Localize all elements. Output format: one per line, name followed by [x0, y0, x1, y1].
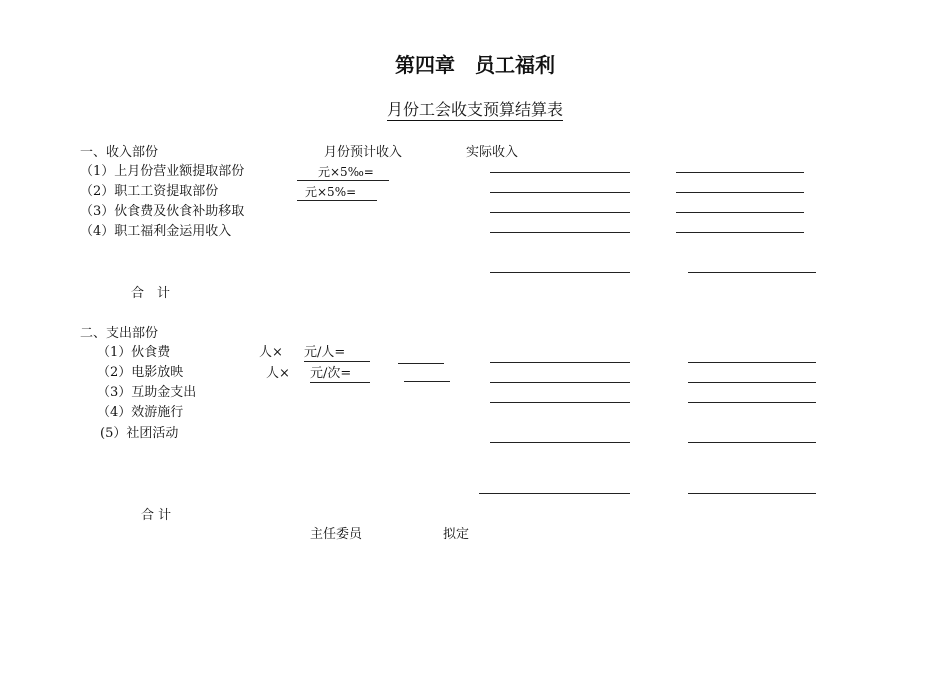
- expense-heading: 二、支出部份: [80, 326, 159, 341]
- income-extra-line-3: [676, 212, 804, 213]
- income-extra-line-1: [676, 172, 804, 173]
- meal-unit-text: 元/人=: [304, 345, 370, 362]
- expense-item-1: （1）伙食费: [97, 345, 171, 360]
- income-item-4: （4）职工福利金运用收入: [80, 224, 232, 239]
- movie-unit: [310, 366, 370, 383]
- income-actual-line-1: [490, 172, 630, 173]
- income-formula-2: [297, 184, 377, 201]
- meal-unit: [304, 345, 370, 362]
- director-label: 主任委员: [310, 527, 363, 542]
- chapter-title: 第四章 员工福利: [395, 53, 555, 77]
- drafted-label: 拟定: [443, 527, 470, 542]
- meal-result-line: [398, 363, 444, 364]
- expense-line-2a: [490, 382, 630, 383]
- movie-people-label: 人×: [266, 366, 290, 381]
- income-item-2: （2）职工工资提取部份: [80, 184, 219, 199]
- movie-unit-text: 元/次=: [310, 366, 370, 383]
- expense-total-line-1: [479, 493, 630, 494]
- movie-result-line: [404, 381, 450, 382]
- col-actual-header: 实际收入: [466, 145, 519, 160]
- expense-line-3b: [688, 402, 816, 403]
- table-title: [0, 100, 950, 120]
- income-actual-line-2: [490, 192, 630, 193]
- expense-total-label: 合 计: [141, 508, 172, 523]
- expense-total-line-2: [688, 493, 816, 494]
- expense-item-4: （4）效游施行: [97, 405, 184, 420]
- income-total-line-1: [490, 272, 630, 273]
- income-extra-line-4: [676, 232, 804, 233]
- income-formula-2-text: 元×5%=: [297, 184, 377, 201]
- income-heading: 一、收入部份: [80, 145, 159, 160]
- income-total-line-2: [688, 272, 816, 273]
- expense-line-3a: [490, 402, 630, 403]
- income-actual-line-3: [490, 212, 630, 213]
- income-extra-line-2: [676, 192, 804, 193]
- income-item-3: （3）伙食费及伙食补助移取: [80, 204, 245, 219]
- income-total-label: 合 计: [131, 286, 171, 301]
- expense-line-1a: [490, 362, 630, 363]
- expense-item-3: （3）互助金支出: [97, 385, 197, 400]
- expense-item-5: (5）社团活动: [100, 426, 179, 441]
- col-budget-header: 月份预计收入: [324, 145, 403, 160]
- meal-people-label: 人×: [259, 345, 283, 360]
- income-item-1: （1）上月份营业额提取部份: [80, 164, 245, 179]
- expense-line-5b: [688, 442, 816, 443]
- expense-item-2: （2）电影放映: [97, 365, 184, 380]
- table-title-text: 月份工会收支预算结算表: [386, 100, 563, 119]
- expense-line-1b: [688, 362, 816, 363]
- income-formula-1-text: 元×5‰=: [297, 164, 389, 181]
- income-actual-line-4: [490, 232, 630, 233]
- expense-line-5a: [490, 442, 630, 443]
- income-formula-1: [297, 164, 389, 181]
- expense-line-2b: [688, 382, 816, 383]
